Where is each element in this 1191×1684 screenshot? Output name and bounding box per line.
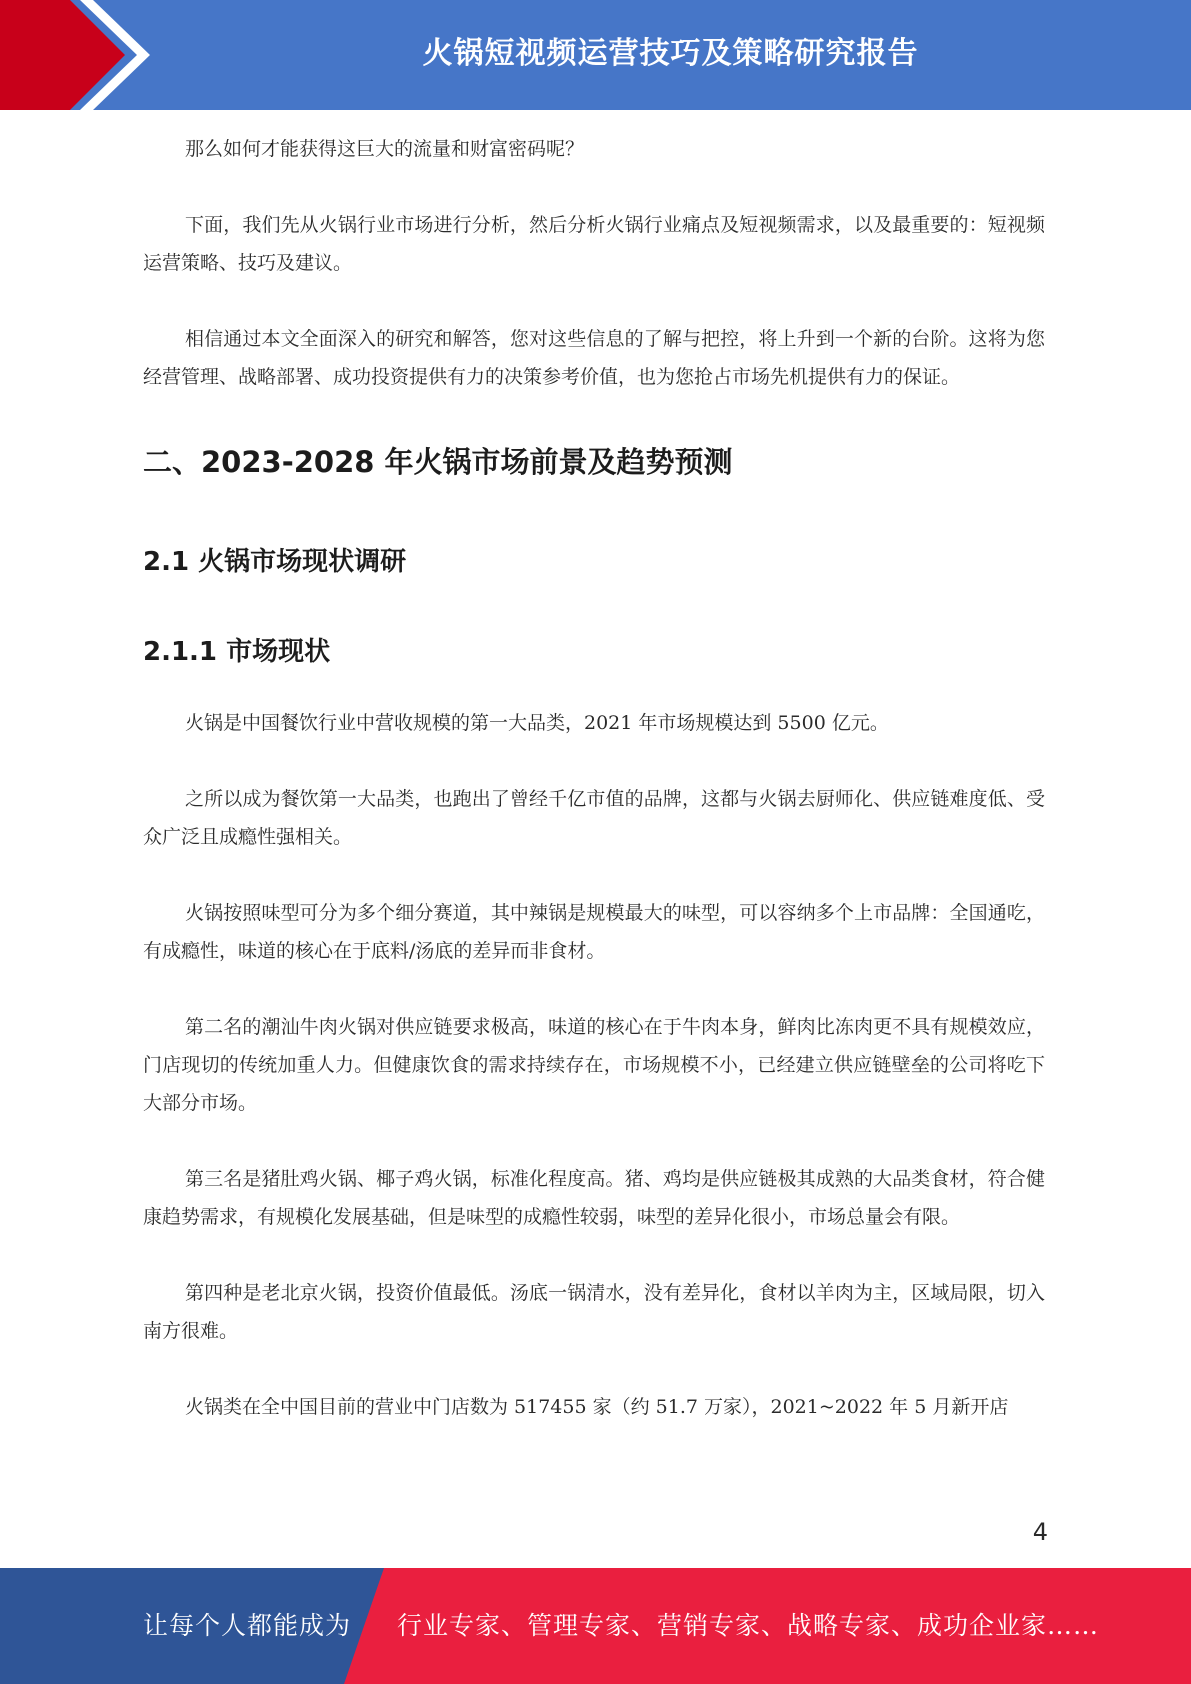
body-paragraph: 火锅是中国餐饮行业中营收规模的第一大品类，2021 年市场规模达到 5500 亿元。: [185, 712, 889, 734]
body-paragraph: 之所以成为餐饮第一大品类，也跑出了曾经千亿市值的品牌，这都与火锅去厨师化、供应链难度低、受众广泛且成瘾性强相关。: [143, 788, 1045, 848]
body-paragraph: 第三名是猪肚鸡火锅、椰子鸡火锅，标准化程度高。猪、鸡均是供应链极其成熟的大品类食材，符合健康趋势需求，有规模化发展基础，但是味型的成瘾性较弱，味型的差异化很小，市场总量会有限。: [143, 1168, 1045, 1228]
page-header: [0, 0, 1191, 110]
body-paragraph: 第四种是老北京火锅，投资价值最低。汤底一锅清水，没有差异化，食材以羊肉为主，区域局限，切入南方很难。: [143, 1282, 1045, 1342]
subsection-heading: 2.1.1 市场现状: [143, 637, 331, 667]
document-body: [143, 130, 1045, 1426]
intro-paragraph: 相信通过本文全面深入的研究和解答，您对这些信息的了解与把控，将上升到一个新的台阶。这将为您经营管理、战略部署、成功投资提供有力的决策参考价值，也为您抢占市场先机提供有力的保证。: [143, 328, 1045, 388]
body-paragraph: 第二名的潮汕牛肉火锅对供应链要求极高，味道的核心在于牛肉本身，鲜肉比冻肉更不具有规模效应，门店现切的传统加重人力。但健康饮食的需求持续存在，市场规模不小，已经建立供应链壁垒的公司将吃下大部分市场。: [143, 1016, 1045, 1114]
body-paragraph: 火锅按照味型可分为多个细分赛道，其中辣锅是规模最大的味型，可以容纳多个上市品牌：全国通吃，有成瘾性，味道的核心在于底料/汤底的差异而非食材。: [143, 902, 1045, 962]
footer-slogan-right: 行业专家、管理专家、营销专家、战略专家、成功企业家……: [397, 1611, 1100, 1640]
header-arrow-decoration: [0, 0, 160, 110]
report-title: 火锅短视频运营技巧及策略研究报告: [422, 36, 919, 71]
body-paragraph: 火锅类在全中国目前的营业中门店数为 517455 家（约 51.7 万家），2021~2022 年 5 月新开店: [185, 1396, 1009, 1418]
page-number: 4: [1032, 1518, 1048, 1546]
chapter-heading: 二、2023-2028 年火锅市场前景及趋势预测: [143, 445, 733, 479]
intro-paragraph: 那么如何才能获得这巨大的流量和财富密码呢？: [185, 138, 585, 160]
intro-paragraph: 下面，我们先从火锅行业市场进行分析，然后分析火锅行业痛点及短视频需求，以及最重要的：短视频运营策略、技巧及建议。: [143, 214, 1045, 274]
footer-slogan-left: 让每个人都能成为: [143, 1611, 352, 1640]
page-footer: [0, 1568, 1191, 1684]
section-heading: 2.1 火锅市场现状调研: [143, 547, 407, 577]
